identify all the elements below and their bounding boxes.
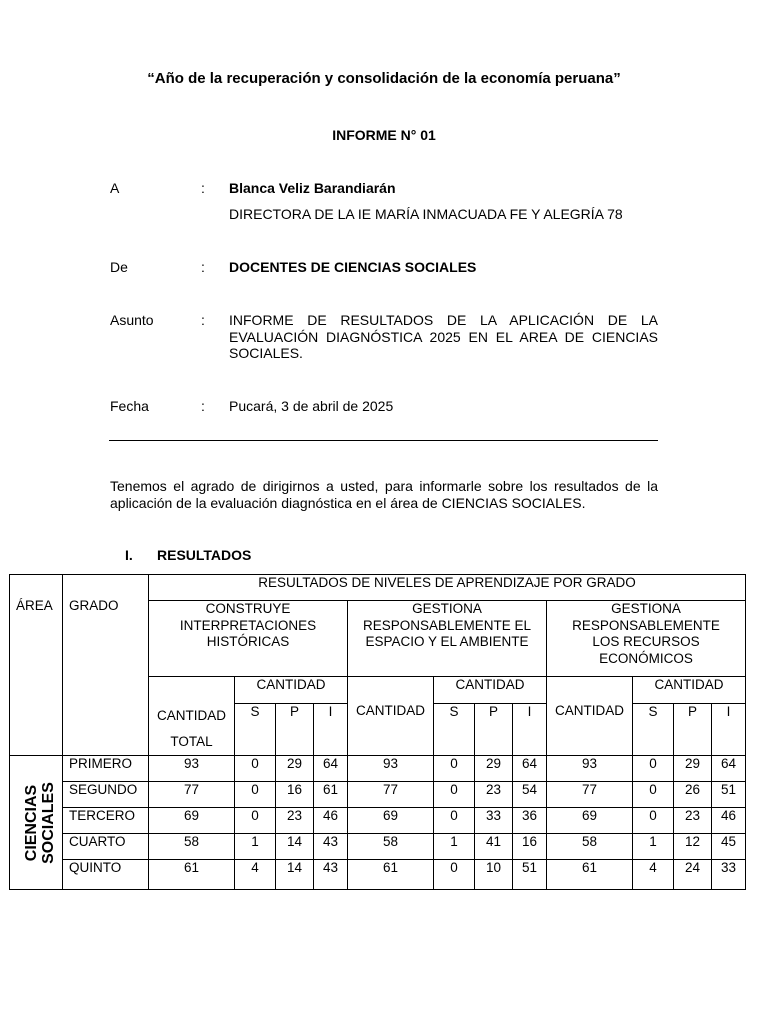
cell-value: 4 — [633, 860, 674, 890]
cell-value: 51 — [513, 860, 547, 890]
table-row — [10, 808, 746, 834]
cell-value: 61 — [348, 860, 434, 890]
cantidad-header: CANTIDAD — [547, 677, 633, 756]
results-table — [9, 574, 746, 890]
intro-paragraph: Tenemos el agrado de dirigirnos a usted, para informarle sobre los resultados de la aplicación de la evaluación diagnóstica en el área de CIENCIAS SOCIALES. — [110, 478, 658, 511]
cell-value: 29 — [276, 756, 314, 782]
cell-value: 0 — [633, 756, 674, 782]
cell-value: 61 — [314, 782, 348, 808]
cantidad-header: CANTIDAD — [235, 677, 348, 704]
cell-value: 93 — [547, 756, 633, 782]
cell-value: 1 — [235, 834, 276, 860]
section-title: RESULTADOS — [157, 547, 252, 563]
cell-value: 61 — [547, 860, 633, 890]
cell-value: 24 — [674, 860, 712, 890]
level-i-header: I — [314, 704, 348, 756]
cell-value: 36 — [513, 808, 547, 834]
sender-value: DOCENTES DE CIENCIAS SOCIALES — [229, 259, 477, 275]
level-p-header: P — [475, 704, 513, 756]
level-p-header: P — [276, 704, 314, 756]
cell-value: 4 — [235, 860, 276, 890]
competency-header: GESTIONA RESPONSABLEMENTE EL ESPACIO Y EL AMBIENTE — [348, 601, 547, 677]
cell-value: 43 — [314, 860, 348, 890]
level-s-header: S — [633, 704, 674, 756]
cantidad-label: CANTIDAD — [156, 708, 226, 723]
cell-value: 26 — [674, 782, 712, 808]
cell-value: 23 — [475, 782, 513, 808]
cell-value: 12 — [674, 834, 712, 860]
cell-value: 61 — [149, 860, 235, 890]
section-number: I. — [125, 547, 133, 563]
grade-label: QUINTO — [63, 860, 149, 890]
area-header: ÁREA — [10, 575, 63, 756]
cell-value: 77 — [348, 782, 434, 808]
cell-value: 64 — [712, 756, 746, 782]
level-i-header: I — [712, 704, 746, 756]
grado-header: GRADO — [63, 575, 149, 756]
grade-label: TERCERO — [63, 808, 149, 834]
cell-value: 41 — [475, 834, 513, 860]
cell-value: 46 — [712, 808, 746, 834]
field-colon: : — [201, 180, 205, 196]
cell-value: 93 — [348, 756, 434, 782]
cell-value: 77 — [149, 782, 235, 808]
field-label-a: A — [110, 180, 120, 196]
horizontal-rule — [109, 440, 658, 441]
cell-value: 29 — [674, 756, 712, 782]
cell-value: 64 — [314, 756, 348, 782]
table-row — [10, 860, 746, 890]
field-label-asunto: Asunto — [110, 312, 154, 328]
grade-label: PRIMERO — [63, 756, 149, 782]
field-label-fecha: Fecha — [110, 398, 149, 414]
competency-header: GESTIONA RESPONSABLEMENTE LOS RECURSOS ECONÓMICOS — [547, 601, 746, 677]
cell-value: 10 — [475, 860, 513, 890]
cell-value: 0 — [235, 782, 276, 808]
cell-value: 0 — [633, 782, 674, 808]
cell-value: 69 — [547, 808, 633, 834]
cell-value: 0 — [434, 782, 475, 808]
cell-value: 33 — [712, 860, 746, 890]
level-s-header: S — [434, 704, 475, 756]
subject-value: INFORME DE RESULTADOS DE LA APLICACIÓN DE LA EVALUACIÓN DIAGNÓSTICA 2025 EN EL AREA DE CIENCIAS SOCIALES. — [229, 312, 658, 361]
level-p-header: P — [674, 704, 712, 756]
cell-value: 1 — [633, 834, 674, 860]
field-colon: : — [201, 312, 205, 328]
cell-value: 33 — [475, 808, 513, 834]
cell-value: 0 — [434, 860, 475, 890]
field-label-de: De — [110, 259, 128, 275]
cell-value: 58 — [547, 834, 633, 860]
competency-header: CONSTRUYE INTERPRETACIONES HISTÓRICAS — [149, 601, 348, 677]
cell-value: 58 — [348, 834, 434, 860]
grade-label: CUARTO — [63, 834, 149, 860]
table-row — [10, 834, 746, 860]
cell-value: 0 — [633, 808, 674, 834]
cell-value: 77 — [547, 782, 633, 808]
total-label: TOTAL — [170, 734, 213, 749]
field-colon: : — [201, 398, 205, 414]
cell-value: 46 — [314, 808, 348, 834]
area-name: CIENCIAS SOCIALES — [23, 781, 57, 864]
area-cell — [10, 756, 63, 890]
cell-value: 43 — [314, 834, 348, 860]
cell-value: 93 — [149, 756, 235, 782]
cell-value: 1 — [434, 834, 475, 860]
grade-label: SEGUNDO — [63, 782, 149, 808]
cantidad-header: CANTIDAD — [633, 677, 746, 704]
cell-value: 54 — [513, 782, 547, 808]
cell-value: 69 — [149, 808, 235, 834]
cell-value: 0 — [434, 808, 475, 834]
cantidad-header: CANTIDAD — [348, 677, 434, 756]
table-row — [10, 782, 746, 808]
level-s-header: S — [235, 704, 276, 756]
document-motto: “Año de la recuperación y consolidación de la economía peruana” — [147, 70, 621, 87]
cantidad-header: CANTIDAD — [434, 677, 547, 704]
recipient-role: DIRECTORA DE LA IE MARÍA INMACUADA FE Y ALEGRÍA 78 — [229, 206, 623, 222]
cell-value: 69 — [348, 808, 434, 834]
level-i-header: I — [513, 704, 547, 756]
report-number: INFORME N° 01 — [332, 127, 436, 143]
cell-value: 45 — [712, 834, 746, 860]
cell-value: 14 — [276, 834, 314, 860]
cell-value: 29 — [475, 756, 513, 782]
cell-value: 0 — [235, 756, 276, 782]
results-main-header: RESULTADOS DE NIVELES DE APRENDIZAJE POR GRADO — [149, 575, 746, 601]
cell-value: 23 — [674, 808, 712, 834]
table-row — [10, 756, 746, 782]
date-value: Pucará, 3 de abril de 2025 — [229, 398, 394, 414]
cell-value: 16 — [513, 834, 547, 860]
cell-value: 14 — [276, 860, 314, 890]
recipient-name: Blanca Veliz Barandiarán — [229, 180, 396, 196]
cell-value: 51 — [712, 782, 746, 808]
cell-value: 23 — [276, 808, 314, 834]
cell-value: 0 — [434, 756, 475, 782]
cell-value: 58 — [149, 834, 235, 860]
cantidad-total-header — [149, 677, 235, 756]
field-colon: : — [201, 259, 205, 275]
cell-value: 64 — [513, 756, 547, 782]
cell-value: 16 — [276, 782, 314, 808]
cell-value: 0 — [235, 808, 276, 834]
